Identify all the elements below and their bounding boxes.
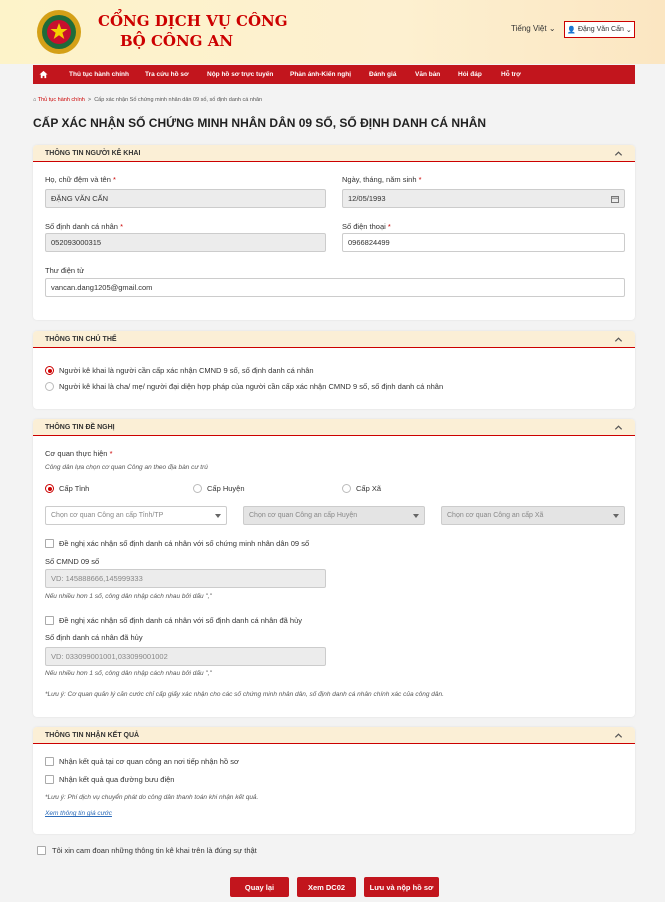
breadcrumb-separator: > <box>86 97 93 103</box>
subject-guardian-radio[interactable] <box>45 382 54 391</box>
result-heading: THÔNG TIN NHẬN KẾT QUẢ <box>45 732 140 739</box>
subject-panel <box>33 331 635 409</box>
result-post-checkbox[interactable] <box>45 775 54 784</box>
emblem-icon[interactable] <box>36 9 82 55</box>
cancelled-id-checkbox[interactable] <box>45 616 54 625</box>
subject-guardian-label: Người kê khai là cha/ mẹ/ người đại diện hợp pháp của người cần cấp xác nhận CMND 9 số, số định danh cá nhân <box>59 382 444 391</box>
cancelled-id-field[interactable] <box>45 647 326 666</box>
brand-line2: BỘ CÔNG AN <box>120 32 234 50</box>
nav-item-faq[interactable]: Hỏi đáp <box>458 71 482 78</box>
phone-label-text: Số điện thoại <box>342 222 386 231</box>
chevron-down-icon <box>613 514 619 518</box>
subject-panel-header[interactable] <box>33 331 635 348</box>
commune-agency-select[interactable] <box>441 506 625 525</box>
cancelled-id-hint: Nếu nhiều hơn 1 số, công dân nhập cách nhau bởi dấu "," <box>45 670 212 677</box>
request-note: *Lưu ý: Cơ quan quản lý căn cước chỉ cấp giấy xác nhận cho các số chứng minh nhân dân, số định danh cá nhân chính xác của công dân. <box>45 691 444 698</box>
level-commune-label: Cấp Xã <box>356 484 382 493</box>
site-header <box>0 0 665 64</box>
dob-label: Ngày, tháng, năm sinh * <box>342 175 422 184</box>
province-agency-select[interactable] <box>45 506 227 525</box>
cmnd-checkbox-label: Đề nghị xác nhận số định danh cá nhân với số chứng minh nhân dân 09 số <box>59 539 310 548</box>
nav-item-submit-online[interactable]: Nộp hồ sơ trực tuyến <box>207 71 274 78</box>
result-panel <box>33 727 635 834</box>
commitment-checkbox[interactable] <box>37 846 46 855</box>
fullname-field[interactable]: ĐẶNG VĂN CẤN <box>45 189 326 208</box>
price-info-link[interactable]: Xem thông tin giá cước <box>45 810 112 817</box>
declarant-heading: THÔNG TIN NGƯỜI KÊ KHAI <box>45 150 141 157</box>
subject-self-label: Người kê khai là người cần cấp xác nhận CMND 9 số, số định danh cá nhân <box>59 366 314 375</box>
breadcrumb-root[interactable]: Thủ tục hành chính <box>37 97 85 103</box>
view-dc02-button[interactable]: Xem DC02 <box>297 877 356 897</box>
subject-self-radio[interactable] <box>45 366 54 375</box>
dob-field[interactable] <box>342 189 625 208</box>
level-province-radio[interactable] <box>45 484 54 493</box>
declarant-panel <box>33 145 635 320</box>
fullname-label: Họ, chữ đệm và tên * <box>45 175 116 184</box>
chevron-up-icon[interactable] <box>614 149 623 158</box>
commune-agency-text: Chọn cơ quan Công an cấp Xã <box>447 512 544 519</box>
back-button[interactable]: Quay lại <box>230 877 289 897</box>
calendar-icon[interactable] <box>611 195 619 203</box>
district-agency-text: Chọn cơ quan Công an cấp Huyện <box>249 512 358 519</box>
result-panel-header[interactable] <box>33 727 635 744</box>
nav-item-procedures[interactable]: Thủ tục hành chính <box>69 71 129 78</box>
chevron-down-icon: ⌄ <box>625 26 632 34</box>
cancelled-id-label: Số định danh cá nhân đã hủy <box>45 633 143 642</box>
result-post-label: Nhận kết quả qua đường bưu điện <box>59 775 175 784</box>
cancelled-id-checkbox-label: Đề nghị xác nhận số định danh cá nhân với số định danh cá nhân đã hủy <box>59 616 303 625</box>
fullname-label-text: Họ, chữ đệm và tên <box>45 175 111 184</box>
main-nav <box>33 65 635 84</box>
dob-value: 12/05/1993 <box>348 194 386 203</box>
cmnd-field[interactable] <box>45 569 326 588</box>
personal-id-label-text: Số định danh cá nhân <box>45 222 118 231</box>
nav-item-documents[interactable]: Văn bản <box>415 71 441 78</box>
result-office-checkbox[interactable] <box>45 757 54 766</box>
result-note: *Lưu ý: Phí dịch vụ chuyển phát do công dân thanh toán khi nhận kết quả. <box>45 794 259 801</box>
cmnd-label: Số CMND 09 số <box>45 557 100 566</box>
nav-item-support[interactable]: Hỗ trợ <box>501 71 521 78</box>
level-district-label: Cấp Huyện <box>207 484 245 493</box>
breadcrumb <box>33 97 262 103</box>
dob-label-text: Ngày, tháng, năm sinh <box>342 175 417 184</box>
nav-item-feedback[interactable]: Phản ánh-Kiến nghị <box>290 71 352 78</box>
request-panel <box>33 419 635 717</box>
agency-hint: Công dân lựa chọn cơ quan Công an theo địa bàn cư trú <box>45 464 208 471</box>
language-select[interactable] <box>511 24 556 33</box>
user-name: Đặng Văn Cấn <box>577 26 624 33</box>
breadcrumb-current: Cấp xác nhận Số chứng minh nhân dân 09 số, số định danh cá nhân <box>94 97 263 103</box>
chevron-down-icon: ⌄ <box>548 24 556 33</box>
personal-id-label: Số định danh cá nhân * <box>45 222 123 231</box>
home-icon: ⌂ <box>33 97 37 103</box>
user-menu-button[interactable] <box>564 21 635 38</box>
nav-home[interactable] <box>33 65 53 84</box>
result-office-label: Nhận kết quả tại cơ quan công an nơi tiếp nhận hồ sơ <box>59 757 239 766</box>
declarant-panel-header[interactable] <box>33 145 635 162</box>
level-commune-radio[interactable] <box>342 484 351 493</box>
cmnd-placeholder: VD: 145888666,145999333 <box>51 574 143 583</box>
subject-heading: THÔNG TIN CHỦ THỂ <box>45 336 117 343</box>
chevron-down-icon <box>413 514 419 518</box>
request-heading: THÔNG TIN ĐỀ NGHỊ <box>45 424 115 431</box>
user-icon: 👤 <box>567 26 576 34</box>
save-submit-button[interactable]: Lưu và nộp hồ sơ <box>364 877 439 897</box>
commitment-label: Tôi xin cam đoan những thông tin kê khai trên là đúng sự thật <box>52 846 257 855</box>
agency-label: Cơ quan thực hiện * <box>45 449 113 458</box>
phone-label: Số điện thoại * <box>342 222 391 231</box>
email-label: Thư điện tử <box>45 266 85 275</box>
chevron-up-icon[interactable] <box>614 423 623 432</box>
chevron-up-icon[interactable] <box>614 335 623 344</box>
nav-item-lookup[interactable]: Tra cứu hồ sơ <box>145 71 189 78</box>
email-field[interactable]: vancan.dang1205@gmail.com <box>45 278 625 297</box>
language-label: Tiếng Việt <box>511 24 547 33</box>
cmnd-hint: Nếu nhiều hơn 1 số, công dân nhập cách nhau bởi dấu "," <box>45 593 212 600</box>
level-district-radio[interactable] <box>193 484 202 493</box>
level-province-label: Cấp Tỉnh <box>59 484 90 493</box>
district-agency-select[interactable] <box>243 506 425 525</box>
nav-item-rating[interactable]: Đánh giá <box>369 71 397 78</box>
personal-id-field[interactable]: 052093000315 <box>45 233 326 252</box>
province-agency-text: Chọn cơ quan Công an cấp Tỉnh/TP <box>51 512 164 519</box>
cancelled-id-placeholder: VD: 033099001001,033099001002 <box>51 652 168 661</box>
home-icon <box>39 70 48 79</box>
request-panel-header[interactable] <box>33 419 635 436</box>
phone-field[interactable]: 0966824499 <box>342 233 625 252</box>
chevron-down-icon <box>215 514 221 518</box>
agency-label-text: Cơ quan thực hiện <box>45 449 108 458</box>
cmnd-checkbox[interactable] <box>45 539 54 548</box>
chevron-up-icon[interactable] <box>614 731 623 740</box>
brand-line1: CỔNG DỊCH VỤ CÔNG <box>98 12 288 30</box>
page-title: CẤP XÁC NHẬN SỐ CHỨNG MINH NHÂN DÂN 09 SỐ, SỐ ĐỊNH DANH CÁ NHÂN <box>33 116 487 130</box>
